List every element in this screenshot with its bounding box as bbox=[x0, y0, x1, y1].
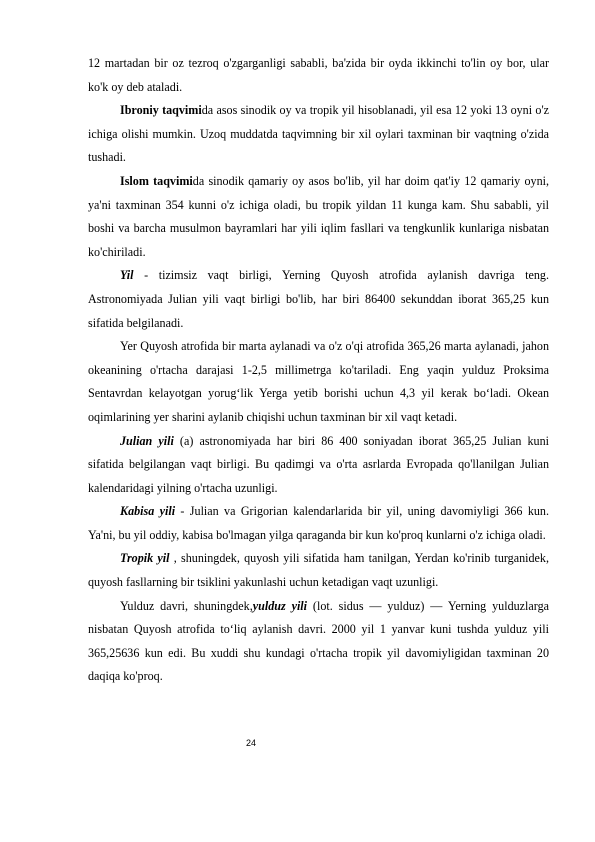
paragraph-text: da asos sinodik oy va tropik yil hisoblanadi, yil esa 12 yoki 13 oyni o'z ichiga olishi mumkin. Uzoq muddatda taqvimning bir xil oylari taxminan bir vaqtning o'zida tushadi. bbox=[88, 103, 549, 165]
term-tropical-year: Tropik yil bbox=[120, 551, 170, 566]
paragraph-tropical-year bbox=[88, 547, 549, 594]
term-hebrew-calendar: Ibroniy taqvimi bbox=[120, 103, 202, 118]
paragraph-julian-year bbox=[88, 430, 549, 501]
paragraph-text: , shuningdek, quyosh yili sifatida ham tanilgan, Yerdan ko'rinib turganidek, quyosh fasllarning bir tsiklini yakunlashi uchun ketadigan vaqt uzunligi. bbox=[88, 551, 549, 590]
paragraph-text: (lot. sidus — yulduz) — Yerning yulduzlarga nisbatan Quyosh atrofida to‘liq aylanish davri. 2000 yil 1 yanvar kuni tushda yulduz yili 365,25636 kun edi. Bu xuddi shu kundagi o'rtacha tropik yil davomiyligidan taxminan 20 daqiqa ko'proq. bbox=[88, 598, 550, 684]
page-number: 24 bbox=[246, 738, 257, 748]
paragraph-year bbox=[88, 264, 549, 335]
paragraph-text: - tizimsiz vaqt birligi, Yerning Quyosh atrofida aylanish davriga teng. Astronomiyada Julian yili vaqt birligi bo'lib, har biri 86400 sekunddan iborat 365,25 kun sifatida belgilanadi. bbox=[88, 268, 549, 330]
term-islamic-calendar: Islom taqvimi bbox=[120, 173, 193, 188]
paragraph-text: Yer Quyosh atrofida bir marta aylanadi va o'z o'qi atrofida 365,26 marta aylanadi, jahon okeanining o'rtacha darajasi 1-2,5 millimetrga ko'tariladi. Eng yaqin yulduz Proksima Sentavrdan kelayotgan yorug‘lik Yerga yetib borishi uchun 4,3 yil kerak bo‘ladi. Okean oqimlarining yer sharini aylanib chiqishi uchun taxminan bir xil vaqt ketadi. bbox=[88, 339, 549, 424]
paragraph-lead: Yulduz davri, shuningdek, bbox=[120, 598, 253, 613]
paragraph-blue-moon bbox=[88, 52, 549, 99]
paragraph-text: (a) astronomiyada har biri 86 400 soniyadan iborat 365,25 Julian kuni sifatida belgilangan vaqt birligi. Bu qadimgi va o'rta asrlarda Evropada qo'llanilgan Julian kalendaridagi yilning o'rtacha uzunligi. bbox=[88, 433, 549, 495]
term-year: Yil bbox=[120, 268, 134, 283]
paragraph-islamic-calendar bbox=[88, 170, 549, 264]
paragraph-text: - Julian va Grigorian kalendarlarida bir yil, uning davomiyligi 366 kun. Ya'ni, bu yil oddiy, kabisa bo'lmagan yilga qaraganda bir kun ko'proq kunlarni o'z ichiga oladi. bbox=[88, 504, 549, 542]
paragraph-text: da sinodik qamariy oy asos bo'lib, yil har doim qat'iy 12 qamariy oyni, ya'ni taxminan 354 kunni o'z ichiga oladi, bu tropik yildan 11 kunga kam. Shu sababli, yil boshi va barcha musulmon bayramlari har yili iqlim fasllari va tengkunlik kunlariga nisbatan ko'chiriladi. bbox=[88, 173, 549, 259]
paragraph-leap-year bbox=[88, 500, 549, 547]
paragraph-hebrew-calendar bbox=[88, 99, 549, 170]
paragraph-text: 12 martadan bir oz tezroq o'zgarganligi sababli, ba'zida bir oyda ikkinchi to'lin oy bor, ular ko'k oy deb ataladi. bbox=[88, 56, 549, 94]
paragraph-earth-orbit bbox=[88, 335, 549, 429]
term-leap-year: Kabisa yili bbox=[120, 504, 176, 519]
term-sidereal-year: yulduz yili bbox=[252, 598, 308, 613]
paragraph-sidereal-year bbox=[88, 595, 549, 689]
document-page bbox=[88, 52, 549, 689]
term-julian-year: Julian yili bbox=[120, 433, 174, 448]
